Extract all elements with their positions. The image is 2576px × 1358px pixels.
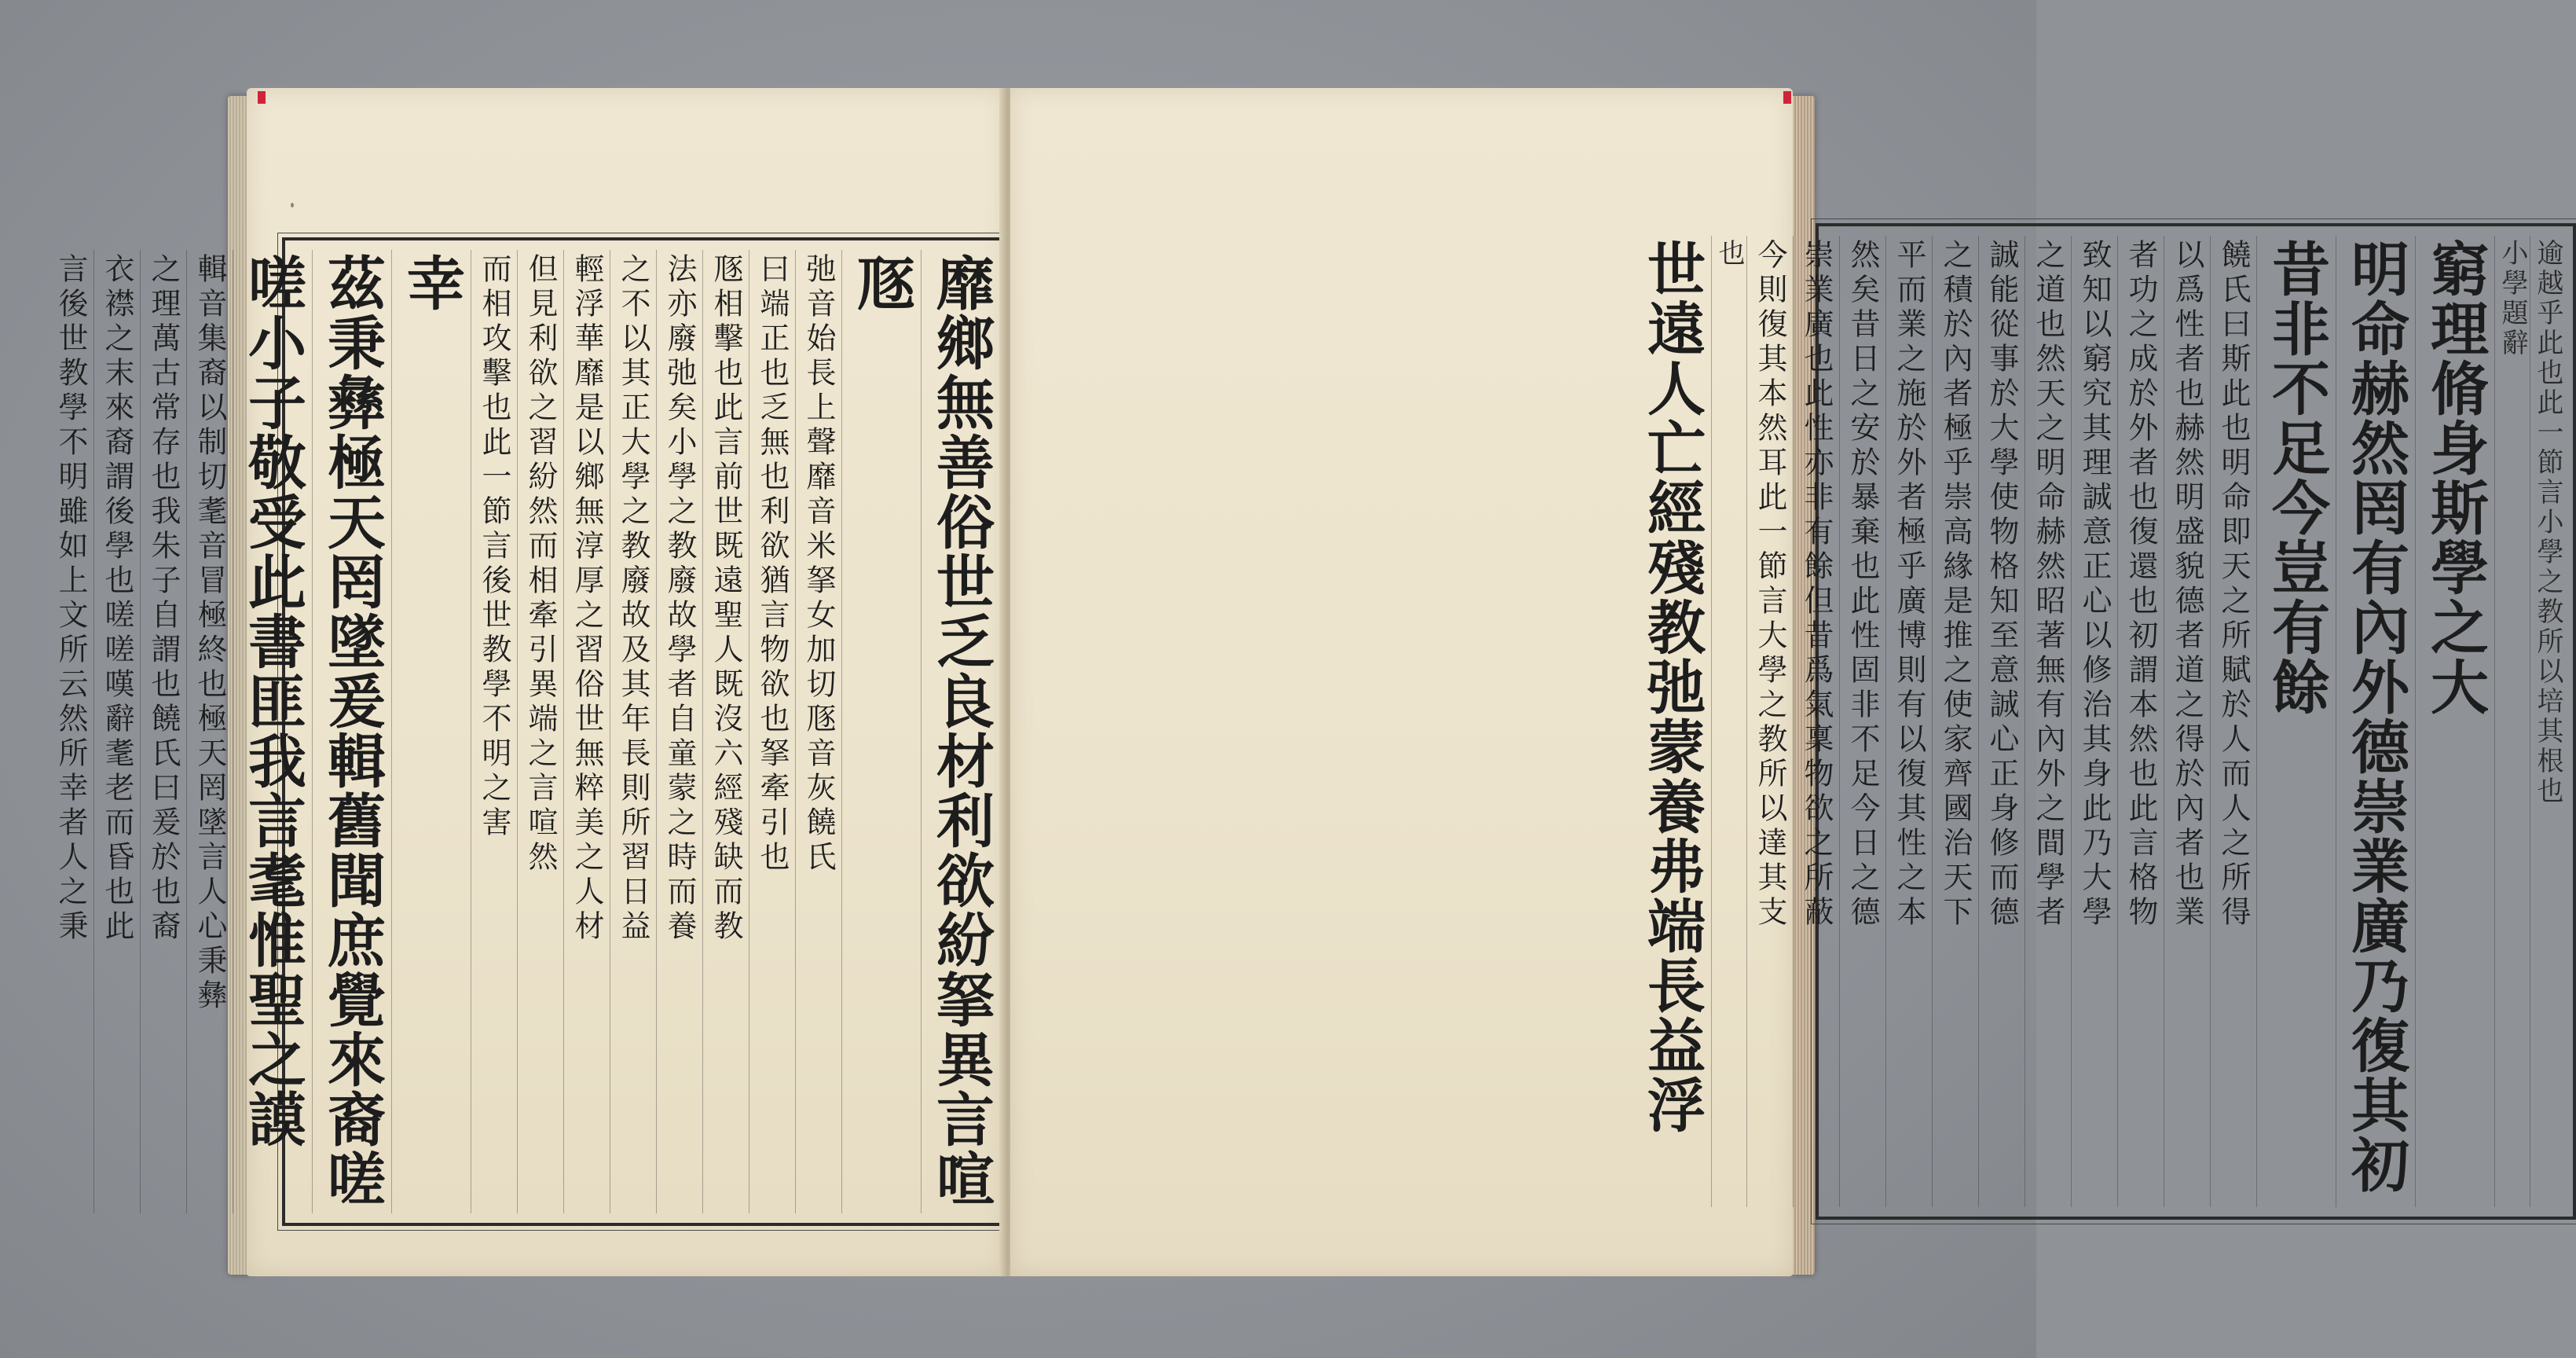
left-page-column: 茲秉彝極天罔墜爰輯舊聞庶覺來裔嗟 <box>312 250 391 1213</box>
right-page-column: 誠能從事於大學使物格知至意誠心正身修而德 <box>1978 236 2025 1207</box>
right-page-column: 也 <box>1711 236 1746 1207</box>
left-page-column: 法亦廢弛矣小學之教廢故學者自童蒙之時而養 <box>656 250 702 1213</box>
left-page-column: 嗟小子敬受此書匪我言耄惟聖之謨 <box>233 250 312 1213</box>
right-page-column: 昔非不足今豈有餘 <box>2256 236 2336 1207</box>
right-page-column: 世遠人亡經殘教弛蒙養弗端長益浮 <box>1638 239 1706 1135</box>
right-page-column: 今則復其本然耳此一節言大學之教所以達其支 <box>1746 236 1793 1207</box>
left-page-column: 靡鄉無善俗世乏良材利欲紛拏異言喧 <box>921 250 1000 1213</box>
right-page-column: 逾越乎此也此一節言小學之教所以培其根也 <box>2530 236 2565 1207</box>
left-page-column: 而相攻擊也此一節言後世教學不明之害 <box>471 250 517 1213</box>
right-page-column: 之道也然天之明命赫然昭著無有內外之間學者 <box>2025 236 2071 1207</box>
left-print-block <box>53 237 1011 1226</box>
right-page-column: 然矣昔日之安於暴棄也此性固非不足今日之德 <box>1839 236 1885 1207</box>
right-page-column: 平而業之施於外者極乎廣博則有以復其性之本 <box>1885 236 1932 1207</box>
right-page-column: 饒氏曰斯此也明命即天之所賦於人而人之所得 <box>2210 236 2256 1207</box>
right-page-column: 致知以窮究其理誠意正心以修治其身此乃大學 <box>2071 236 2117 1207</box>
left-page-column: 曰端正也乏無也利欲猶言物欲也拏牽引也 <box>749 250 795 1213</box>
right-page-column: 明命赫然罔有內外德崇業廣乃復其初 <box>2336 236 2415 1207</box>
left-page-column: 幸 <box>391 250 471 1213</box>
left-page-column: 輯音集裔以制切耄音冒極終也極天罔墜言人心秉彝 <box>186 250 233 1213</box>
left-text-columns <box>53 250 1000 1213</box>
left-page <box>53 88 1006 1276</box>
paper-blemish <box>291 203 294 207</box>
left-page-column: 但見利欲之習紛然而相牽引異端之言喧然 <box>517 250 563 1213</box>
left-page-column: 豗相擊也此言前世既遠聖人既沒六經殘缺而教 <box>702 250 749 1213</box>
left-page-column: 之不以其正大學之教廢故及其年長則所習日益 <box>610 250 656 1213</box>
red-tab-mark-left <box>258 91 266 104</box>
right-page-column: 崇業廣也此性亦非有餘但昔爲氣稟物欲之所蔽 <box>1793 236 1839 1207</box>
right-page-column: 以爲性者也赫然明盛貌德者道之得於內者也業 <box>2164 236 2210 1207</box>
right-page-column: 之積於內者極乎崇高緣是推之使家齊國治天下 <box>1932 236 1978 1207</box>
left-page-column: 弛音始長上聲靡音米拏女加切豗音灰饒氏 <box>795 250 841 1213</box>
right-page-column: 者功之成於外者也復還也初謂本然也此言格物 <box>2117 236 2164 1207</box>
left-page-column: 言後世教學不明雖如上文所云然所幸者人之秉 <box>53 253 88 945</box>
left-page-column: 之理萬古常存也我朱子自謂也饒氏曰爰於也裔 <box>140 250 186 1213</box>
open-book <box>53 85 2563 1279</box>
red-tab-mark-right <box>1783 91 1791 104</box>
right-text-columns <box>1638 236 2565 1207</box>
right-print-block <box>1638 223 2576 1220</box>
right-page-column: 小學題辭 <box>2494 236 2530 1207</box>
left-page-column: 衣襟之末來裔謂後學也嗟嗟嘆辭耄老而昏也此 <box>93 250 140 1213</box>
right-page <box>1010 88 2563 1276</box>
right-page-column: 窮理脩身斯學之大 <box>2415 236 2494 1207</box>
left-page-column: 輕浮華靡是以鄉無淳厚之習俗世無粹美之人材 <box>563 250 610 1213</box>
left-page-column: 豗 <box>841 250 921 1213</box>
